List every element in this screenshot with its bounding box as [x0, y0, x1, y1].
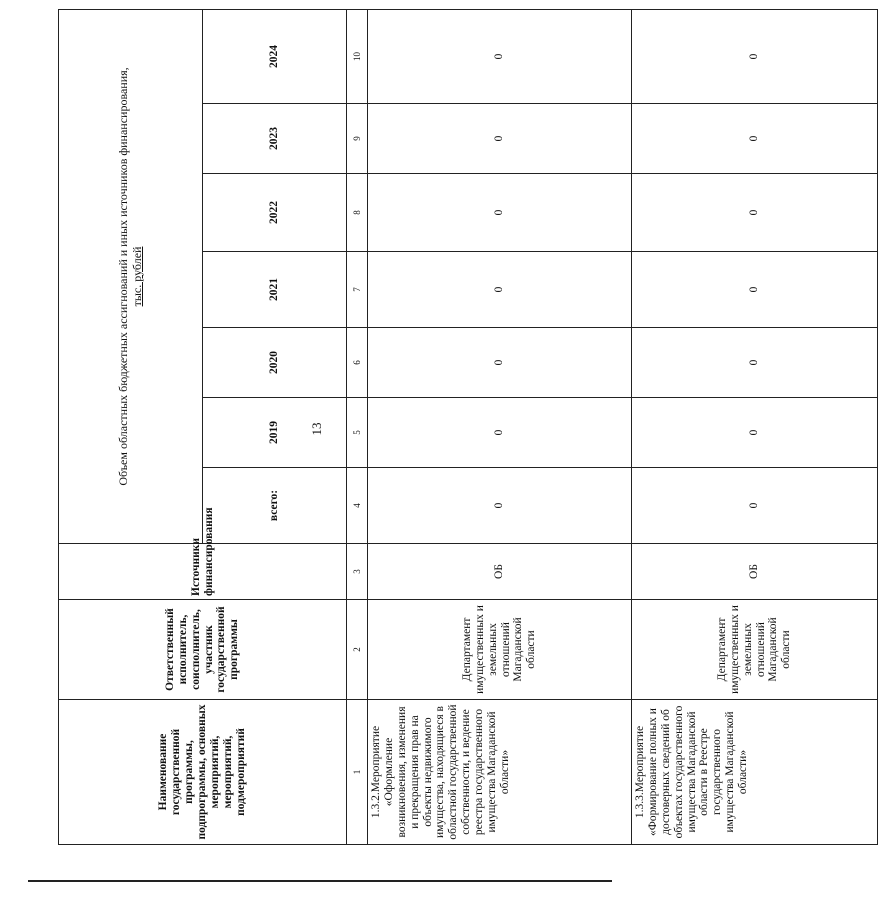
row-activity-name: 1.3.2.Мероприятие «Оформление возникновения, изменения и прекращения прав на объекты недвижимого имущества, находящиеся в областной государственной собственности, и ведение реестра государственного имущества Магаданской области»	[368, 700, 632, 845]
row-value-2021: 0	[368, 252, 632, 328]
col-number: 9	[347, 104, 368, 174]
column-number-row	[347, 9, 368, 844]
col-number: 6	[347, 328, 368, 398]
header-funding	[59, 9, 203, 543]
col-number: 2	[347, 600, 368, 700]
header-year-2019: 2019	[203, 398, 347, 468]
col-number: 1	[347, 700, 368, 845]
header-name: Наименование государственной программы, подпрограммы, основных мероприятий, мероприятий, подмероприятий	[59, 700, 347, 845]
page-number: 13	[309, 422, 324, 436]
table-row	[368, 9, 632, 844]
row-source: ОБ	[368, 544, 632, 600]
header-total: всего:	[203, 468, 347, 544]
row-value-2019: 0	[632, 398, 878, 468]
col-number: 3	[347, 544, 368, 600]
row-value-2022: 0	[632, 174, 878, 252]
row-value-2022: 0	[368, 174, 632, 252]
row-executor: Департамент имущественных и земельных отношений Магаданской области	[368, 600, 632, 700]
rotated-table-wrapper	[58, 10, 878, 845]
row-activity-name: 1.3.3.Мероприятие «Формирование полных и достоверных сведений об объектах государственного имущества Магаданской области в Реестре государственного имущества Магаданской области»	[632, 700, 878, 845]
row-value-2023: 0	[632, 104, 878, 174]
header-funding-title: Объем областных бюджетных ассигнований и иных источников финансирования,	[116, 67, 131, 486]
financing-table	[58, 9, 878, 845]
header-source: Источники финансирования	[59, 544, 347, 600]
col-number: 10	[347, 9, 368, 103]
col-number: 5	[347, 398, 368, 468]
col-number: 4	[347, 468, 368, 544]
header-year-2024: 2024	[203, 9, 347, 103]
row-source: ОБ	[632, 544, 878, 600]
row-value-2020: 0	[632, 328, 878, 398]
header-executor: Ответственный исполнитель, соисполнитель, участник государственной программы	[59, 600, 347, 700]
col-number: 8	[347, 174, 368, 252]
header-year-2020: 2020	[203, 328, 347, 398]
row-value-2024: 0	[368, 9, 632, 103]
row-value-2024: 0	[632, 9, 878, 103]
page-bottom-rule	[28, 880, 612, 882]
header-year-2022: 2022	[203, 174, 347, 252]
row-value-total: 0	[368, 468, 632, 544]
row-value-2023: 0	[368, 104, 632, 174]
row-executor: Департамент имущественных и земельных отношений Магаданской области	[632, 600, 878, 700]
row-value-2019: 0	[368, 398, 632, 468]
row-value-total: 0	[632, 468, 878, 544]
table-row	[632, 9, 878, 844]
header-year-2021: 2021	[203, 252, 347, 328]
row-value-2021: 0	[632, 252, 878, 328]
col-number: 7	[347, 252, 368, 328]
header-funding-unit: тыс. рублей	[129, 246, 144, 307]
row-value-2020: 0	[368, 328, 632, 398]
header-year-2023: 2023	[203, 104, 347, 174]
